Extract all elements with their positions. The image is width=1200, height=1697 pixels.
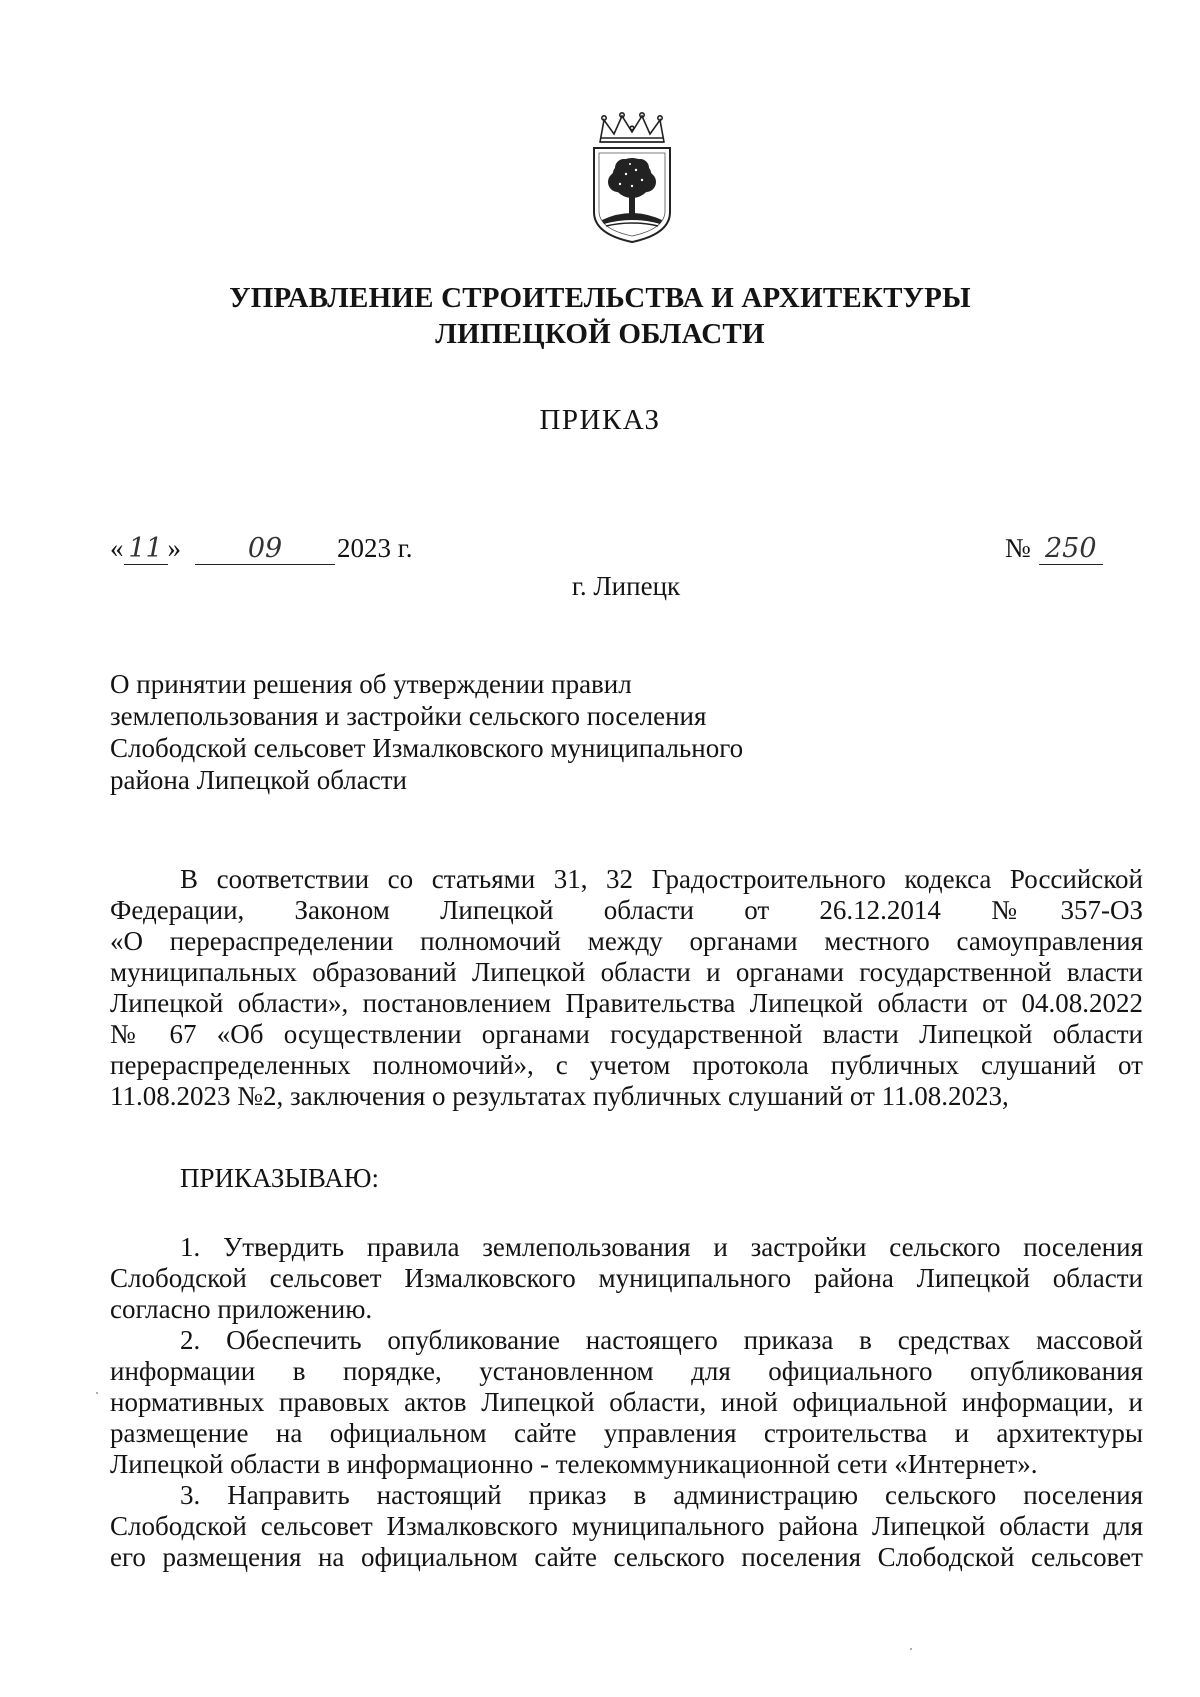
preamble-line: Федерации, Законом Липецкой области от 26.12.2014 №357-ОЗ: [110, 895, 1143, 925]
item-2-line: Липецкой области в информационно - телекоммуникационной сети «Интернет».: [110, 1449, 1038, 1479]
item-3-line: его размещения на официальном сайте сельского поселения Слободской сельсовет: [110, 1542, 1143, 1572]
date-day-handwritten: 11: [124, 534, 168, 565]
preamble-line: Липецкой области», постановлением Правительства Липецкой области от 04.08.2022: [110, 988, 1143, 1018]
subject-line: района Липецкой области: [110, 765, 407, 795]
item-1-line: Слободской сельсовет Измалковского муниципального района Липецкой области: [110, 1263, 1143, 1293]
document-type-heading: ПРИКАЗ: [539, 404, 661, 436]
preamble-line: В соответствии со статьями 31, 32 Градостроительного кодекса Российской: [180, 864, 1143, 894]
item-2-line: нормативных правовых актов Липецкой области, иной официальной информации, и: [110, 1387, 1143, 1417]
preamble-line: 11.08.2023 №2, заключения о результатах публичных слушаний от 11.08.2023,: [110, 1081, 1009, 1111]
document-city: г. Липецк: [571, 571, 681, 601]
subject-line: О принятии решения об утверждении правил: [110, 669, 632, 699]
document-subject: [110, 668, 830, 796]
date-year: 2023 г.: [337, 533, 413, 563]
date-month-handwritten: 09: [195, 534, 335, 565]
preamble-line: «О перераспределении полномочий между органами местного самоуправления: [110, 926, 1143, 956]
item-3-line: 3. Направить настоящий приказ в администрацию сельского поселения: [180, 1480, 1143, 1510]
scan-speck: [96, 1392, 98, 1394]
number-prefix: №: [1005, 533, 1031, 563]
lipetsk-coat-of-arms-icon: [586, 112, 678, 244]
preamble-line: № 67 «Об осуществлении органами государственной власти Липецкой области: [110, 1019, 1143, 1049]
preamble-line: перераспределенных полномочий», с учетом протокола публичных слушаний от: [110, 1050, 1143, 1080]
date-quote-close: »: [167, 533, 181, 563]
date-quote-open: «: [110, 533, 124, 563]
organization-title-line1: УПРАВЛЕНИЕ СТРОИТЕЛЬСТВА И АРХИТЕКТУРЫ: [229, 282, 971, 314]
organization-title-line2: ЛИПЕЦКОЙ ОБЛАСТИ: [435, 318, 765, 350]
item-3-line: Слободской сельсовет Измалковского муниципального района Липецкой области для: [110, 1511, 1143, 1541]
preamble-line: муниципальных образований Липецкой области и органами государственной власти: [110, 957, 1143, 987]
order-items: [110, 1232, 1143, 1573]
subject-line: землепользования и застройки сельского поселения: [110, 701, 707, 731]
scan-speck: [910, 1648, 912, 1650]
number-handwritten: 250: [1039, 534, 1103, 565]
item-2-line: информации в порядке, установленном для официального опубликования: [110, 1356, 1143, 1386]
item-2-line: размещение на официальном сайте управления строительства и архитектуры: [110, 1418, 1143, 1448]
document-date: [110, 533, 413, 565]
item-2-line: 2. Обеспечить опубликование настоящего приказа в средствах массовой: [180, 1325, 1143, 1355]
document-number: [1005, 533, 1103, 565]
item-1-line: согласно приложению.: [110, 1294, 373, 1324]
subject-line: Слободской сельсовет Измалковского муниципального: [110, 733, 744, 763]
preamble-paragraph: [110, 864, 1143, 1112]
item-1-line: 1. Утвердить правила землепользования и застройки сельского поселения: [180, 1232, 1143, 1262]
order-word: ПРИКАЗЫВАЮ:: [180, 1163, 379, 1193]
